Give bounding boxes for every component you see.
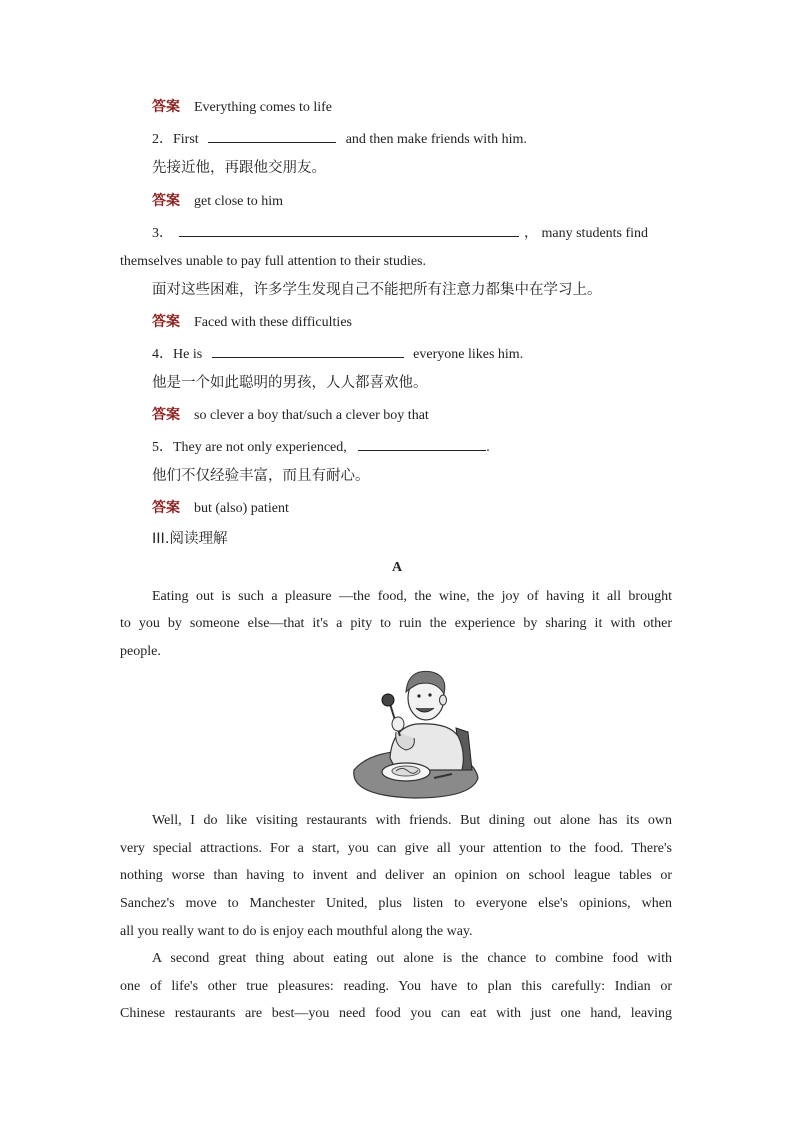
passage-p2-line-3: nothing worse than having to invent and deliver an opinion on school league tables or — [120, 868, 672, 883]
answer-label: 答案 — [152, 99, 180, 115]
passage-p3-line-3: Chinese restaurants are best—you need food you can eat with just one hand, leaving — [120, 1006, 672, 1021]
fill-blank — [208, 128, 336, 143]
question-text: 5．They are not only experienced, — [152, 440, 347, 455]
answer-4 — [152, 405, 429, 426]
question-3-translation: 面对这些困难，许多学生发现自己不能把所有注意力都集中在学习上。 — [152, 282, 602, 298]
question-text: 4．He is — [152, 347, 203, 362]
answer-text: get close to him — [194, 194, 284, 209]
passage-p2-line-2: very special attractions. For a start, you can give all your attention to the food. There's — [120, 841, 672, 856]
question-3-line-2: themselves unable to pay full attention to their studies. — [120, 254, 426, 269]
passage-p3-line-1: A second great thing about eating out alone is the chance to combine food with — [152, 951, 672, 966]
passage-p1-line-3: people. — [120, 644, 161, 659]
answer-text: Faced with these difficulties — [194, 315, 352, 330]
answer-3 — [152, 312, 352, 333]
answer-label: 答案 — [152, 407, 180, 423]
passage-letter: A — [391, 560, 403, 575]
question-text-after: . — [486, 440, 490, 455]
question-text-after: and then make friends with him. — [345, 132, 527, 147]
passage-p2-line-1: Well, I do like visiting restaurants with friends. But dining out alone has its own — [152, 813, 672, 828]
question-2-translation: 先接近他，再跟他交朋友。 — [152, 160, 326, 176]
question-text: 2．First — [152, 132, 199, 147]
answer-5 — [152, 498, 289, 519]
question-text-after: everyone likes him. — [413, 347, 524, 362]
question-text: 3． — [152, 226, 173, 241]
fill-blank — [212, 343, 404, 358]
question-4 — [152, 343, 523, 365]
answer-label: 答案 — [152, 193, 180, 209]
passage-p1-line-1: Eating out is such a pleasure —the food, the wine, the joy of having it all brought — [152, 589, 672, 604]
answer-2 — [152, 191, 283, 212]
answer-label: 答案 — [152, 500, 180, 516]
fill-blank — [179, 222, 519, 237]
answer-text: Everything comes to life — [194, 100, 333, 115]
question-5-translation: 他们不仅经验丰富，而且有耐心。 — [152, 468, 370, 484]
dining-man-illustration — [344, 666, 480, 802]
passage-p3-line-2: one of life's other true pleasures: reading. You have to plan this carefully: Indian or — [120, 979, 672, 994]
answer-text: so clever a boy that/such a clever boy that — [194, 408, 429, 423]
passage-p2-line-5: all you really want to do is enjoy each mouthful along the way. — [120, 924, 473, 939]
passage-p2-line-4: Sanchez's move to Manchester United, plus listen to everyone else's opinions, when — [120, 896, 672, 911]
fill-blank — [358, 436, 486, 451]
answer-label: 答案 — [152, 314, 180, 330]
question-4-translation: 他是一个如此聪明的男孩，人人都喜欢他。 — [152, 375, 428, 391]
passage-p1-line-2: to you by someone else—that it's a pity to ruin the experience by sharing it with other — [120, 616, 672, 631]
answer-1 — [152, 97, 332, 118]
question-2 — [152, 128, 527, 150]
section-title: III.阅读理解 — [152, 531, 228, 547]
question-3 — [152, 222, 648, 244]
question-5 — [152, 436, 490, 458]
question-text-after: ， many students find — [524, 226, 649, 241]
answer-text: but (also) patient — [194, 501, 289, 516]
